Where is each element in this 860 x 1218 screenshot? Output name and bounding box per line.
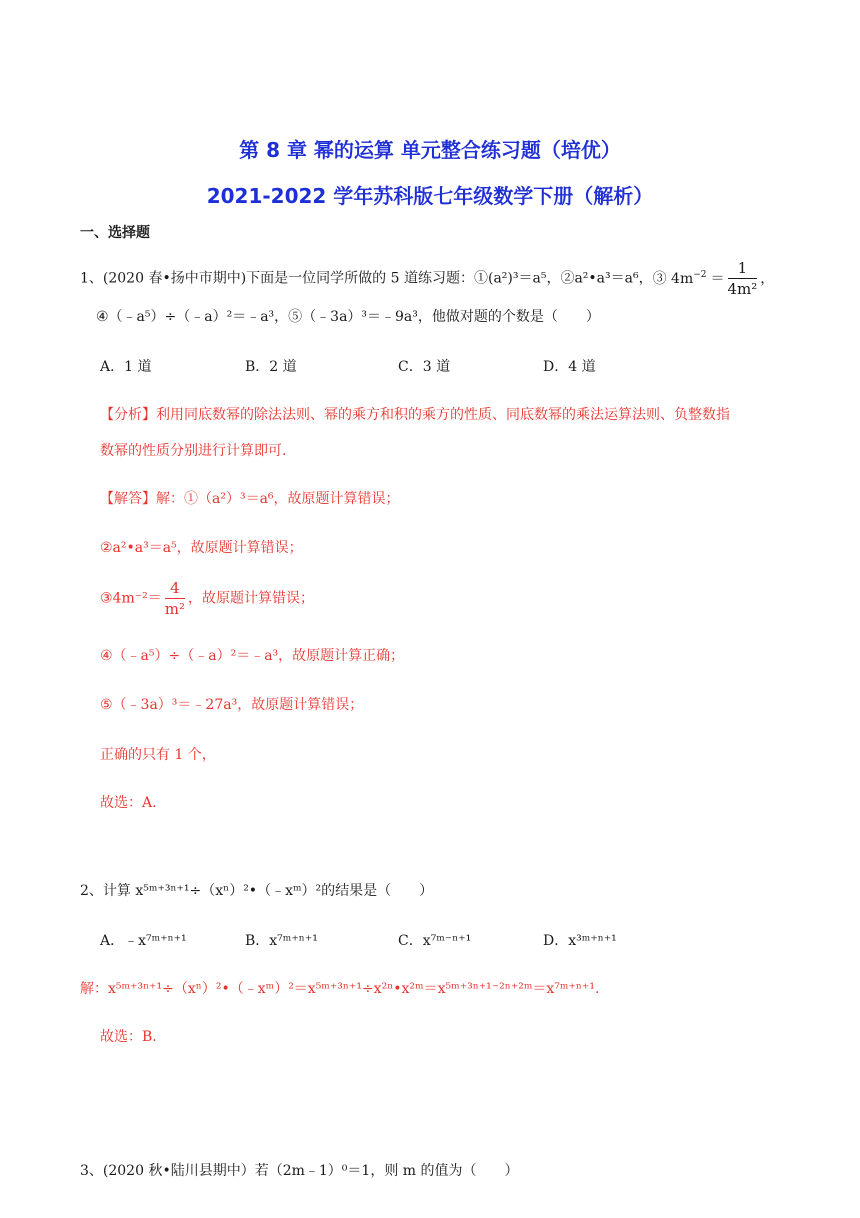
question-1-line-1 bbox=[80, 258, 774, 299]
question-2-option-a[interactable]: A．﹣x⁷ᵐ⁺ⁿ⁺¹ bbox=[100, 933, 187, 949]
fraction-4-over-m2: $\frac{4}{\text{m²}}$ bbox=[164, 579, 185, 618]
question-2-solution: 解：x⁵ᵐ⁺³ⁿ⁺¹÷（xⁿ）²•（﹣xᵐ）²＝x⁵ᵐ⁺³ⁿ⁺¹÷x²ⁿ•x²ᵐ＝x⁵ᵐ⁺³ⁿ⁺¹⁻²ⁿ⁺²ᵐ＝x⁷ᵐ⁺ⁿ⁺¹. bbox=[80, 981, 600, 997]
question-1-option-a[interactable]: A．1 道 bbox=[100, 359, 152, 375]
answer-line-3: ③4m⁻²＝ $\frac{4}{\text{m²}}$ ，故原题计算错误； bbox=[100, 579, 314, 618]
section-heading: 一、选择题 bbox=[80, 225, 150, 241]
analysis-line-1: 【分析】利用同底数幂的除法法则、幂的乘方和积的乘方的性质、同底数幂的乘法运算法则、负整数指 bbox=[100, 407, 730, 423]
title-line-2: 2021-2022 学年苏科版七年级数学下册（解析） bbox=[206, 184, 654, 208]
question-2-option-b[interactable]: B．x⁷ᵐ⁺ⁿ⁺¹ bbox=[245, 933, 318, 949]
question-3-stem: 3、(2020 秋•陆川县期中）若（2m﹣1）⁰＝1，则 m 的值为（ ） bbox=[80, 1163, 519, 1179]
question-1-option-d[interactable]: D．4 道 bbox=[543, 359, 596, 375]
fraction-1-over-4m2: $\frac{1}{\text{4m²}}$ bbox=[727, 259, 758, 298]
question-1-item-1: ①(a²)³＝a⁵， bbox=[473, 270, 561, 287]
question-1-option-b[interactable]: B．2 道 bbox=[245, 359, 297, 375]
question-1-line-2: ④（﹣a⁵）÷（﹣a）²＝﹣a³，⑤（﹣3a）³＝﹣9a³，他做对题的个数是（ ） bbox=[96, 309, 600, 325]
question-2-option-c[interactable]: C．x⁷ᵐ⁻ⁿ⁺¹ bbox=[398, 933, 472, 949]
answer-line-1: 【解答】解：①（a²）³＝a⁶，故原题计算错误； bbox=[100, 491, 400, 507]
analysis-line-2: 数幂的性质分别进行计算即可. bbox=[100, 443, 287, 459]
answer-line-4: ④（﹣a⁵）÷（﹣a）²＝﹣a³，故原题计算正确； bbox=[100, 648, 405, 664]
question-2-option-d[interactable]: D．x³ᵐ⁺ⁿ⁺¹ bbox=[543, 933, 617, 949]
answer-line-5: ⑤（﹣3a）³＝﹣27a³，故原题计算错误； bbox=[100, 697, 364, 713]
question-1-intro: 1、(2020 春•扬中市期中)下面是一位同学所做的 5 道练习题： bbox=[80, 270, 474, 287]
question-2-stem: 2、计算 x⁵ᵐ⁺³ⁿ⁺¹÷（xⁿ）²•（﹣xᵐ）²的结果是（ ） bbox=[80, 883, 434, 899]
question-1-item-2: ②a²•a³＝a⁶， bbox=[560, 270, 653, 287]
answer-line-6: 正确的只有 1 个， bbox=[100, 747, 216, 763]
question-1-item-3: ③ $4m^{-2}$ ＝ $\frac{1}{\text{4m²}}$ ， bbox=[652, 259, 775, 298]
question-2-answer: 故选：B. bbox=[100, 1029, 157, 1045]
answer-line-2: ②a²•a³＝a⁵，故原题计算错误； bbox=[100, 540, 303, 556]
question-1-option-c[interactable]: C．3 道 bbox=[398, 359, 451, 375]
title-line-1: 第 8 章 幂的运算 单元整合练习题（培优） bbox=[239, 138, 621, 162]
answer-line-7: 故选：A. bbox=[100, 795, 157, 811]
